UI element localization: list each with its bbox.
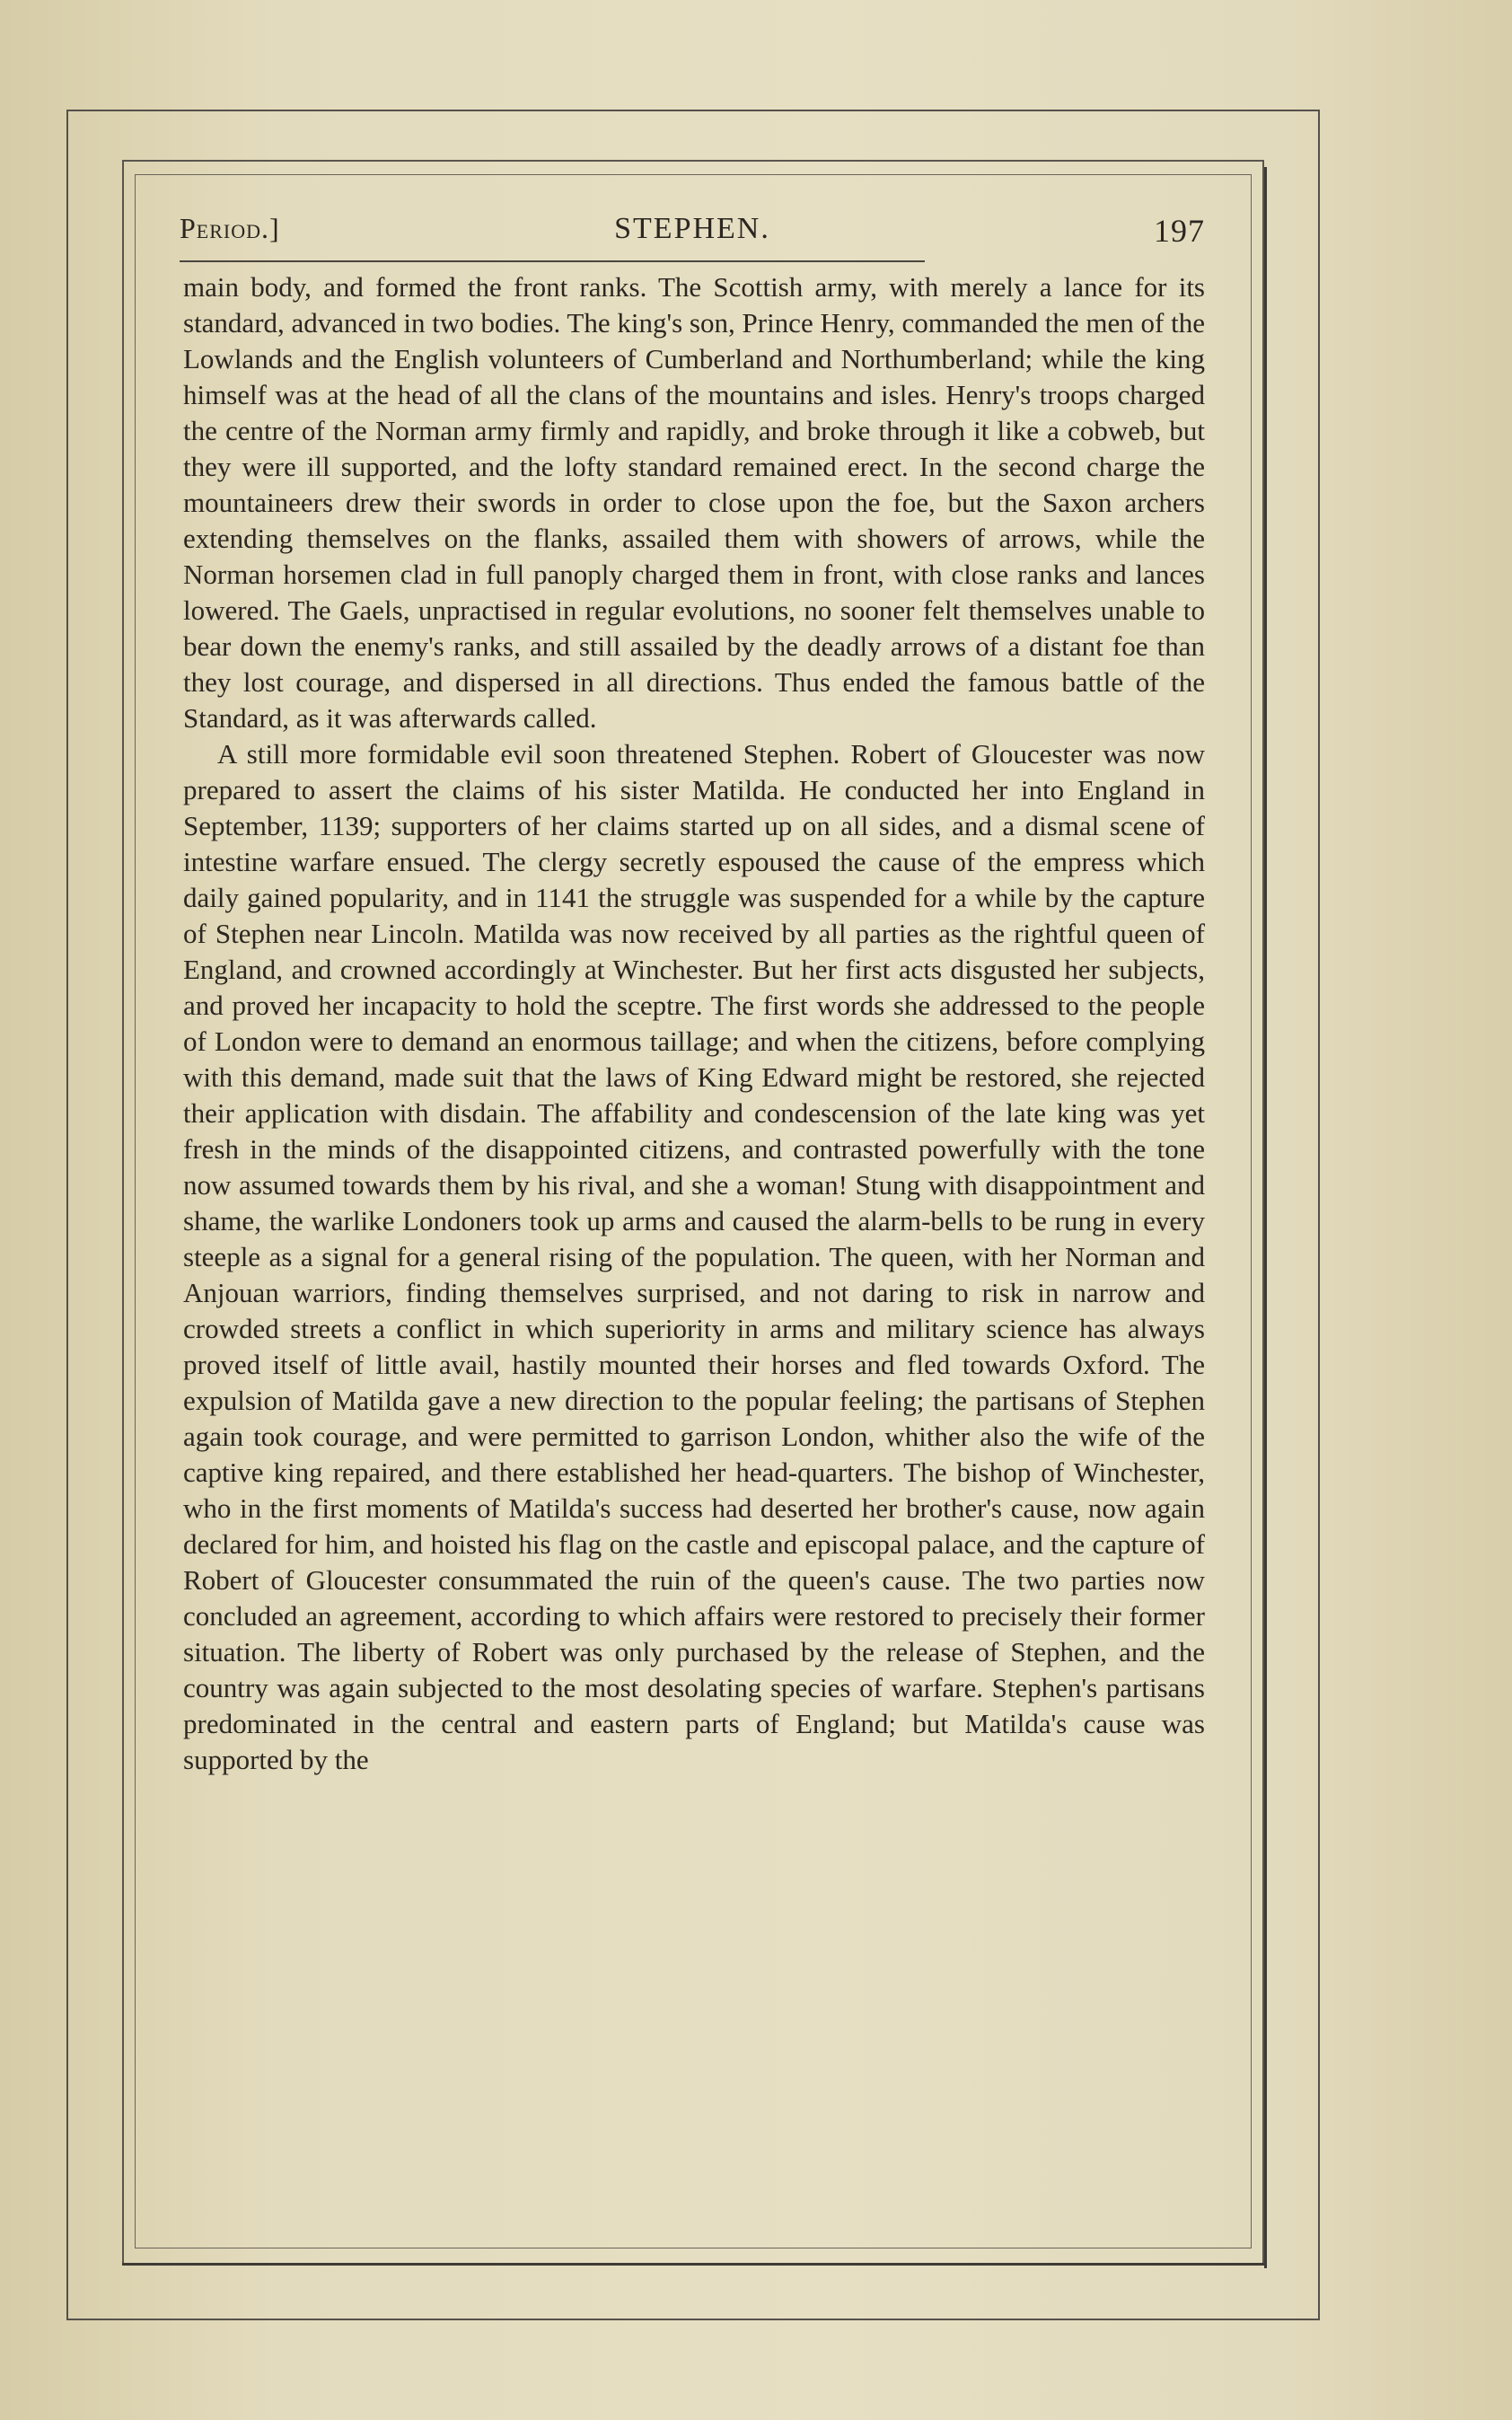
frame-shadow-bottom — [122, 2263, 1267, 2266]
header-rule — [180, 260, 925, 262]
header-chapter-title: STEPHEN. — [614, 212, 770, 245]
body-text — [183, 269, 1205, 1778]
paragraph-1: main body, and formed the front ranks. The Scottish army, with merely a lance for its standard, advanced in two bodies. The king's son, Prince Henry, commanded the men of the Lowlands and the English volunteers of Cumberland and Northumberland; while the king himself was at the head of all the clans of the mountains and isles. Henry's troops charged the centre of the Norman army firmly and rapidly, and broke through it like a cobweb, but they were ill supported, and the lofty standard remained erect. In the second charge the mountaineers drew their swords in order to close upon the foe, but the Saxon archers extending themselves on the flanks, assailed them with showers of arrows, while the Norman horsemen clad in full panoply charged them in front, with close ranks and lances lowered. The Gaels, unpractised in regular evolutions, no sooner felt themselves unable to bear down the enemy's ranks, and still assailed by the deadly arrows of a distant foe than they lost courage, and dispersed in all directions. Thus ended the famous battle of the Standard, as it was afterwards called. — [183, 271, 1205, 734]
page-number: 197 — [1154, 213, 1205, 249]
header-section-label: Period.] — [180, 212, 280, 244]
frame-shadow-right — [1264, 167, 1267, 2268]
paragraph-2: A still more formidable evil soon threatened Stephen. Robert of Gloucester was now prepared to assert the claims of his sister Matilda. He conducted her into England in September, 1139; supporters of her claims started up on all sides, and a dismal scene of intestine warfare ensued. The clergy secretly espoused the cause of the empress which daily gained popularity, and in 1141 the struggle was suspended for a while by the capture of Stephen near Lincoln. Matilda was now received by all parties as the rightful queen of England, and crowned accordingly at Winchester. But her first acts disgusted her subjects, and proved her incapacity to hold the sceptre. The first words she addressed to the people of London were to demand an enormous taillage; and when the citizens, before complying with this demand, made suit that the laws of King Edward might be restored, she rejected their application with disdain. The affability and condescension of the late king was yet fresh in the minds of the disappointed citizens, and contrasted powerfully with the tone now assumed towards them by his rival, and she a woman! Stung with disappointment and shame, the warlike Londoners took up arms and caused the alarm-bells to be rung in every steeple as a signal for a general rising of the population. The queen, with her Norman and Anjouan warriors, finding themselves surprised, and not daring to risk in narrow and crowded streets a conflict in which superiority in arms and military science has always proved itself of little avail, hastily mounted their horses and fled towards Oxford. The expulsion of Matilda gave a new direction to the popular feeling; the partisans of Stephen again took courage, and were permitted to garrison London, whither also the wife of the captive king repaired, and there established her head-quarters. The bishop of Winchester, who in the first moments of Matilda's success had deserted her brother's cause, now again declared for him, and hoisted his flag on the castle and episcopal palace, and the capture of Robert of Gloucester consummated the ruin of the queen's cause. The two parties now concluded an agreement, according to which affairs were restored to precisely their former situation. The liberty of Robert was only purchased by the release of Stephen, and the country was again subjected to the most desolating species of warfare. Stephen's partisans predominated in the central and eastern parts of England; but Matilda's cause was supported by the — [183, 738, 1205, 1775]
running-header — [180, 212, 1205, 251]
